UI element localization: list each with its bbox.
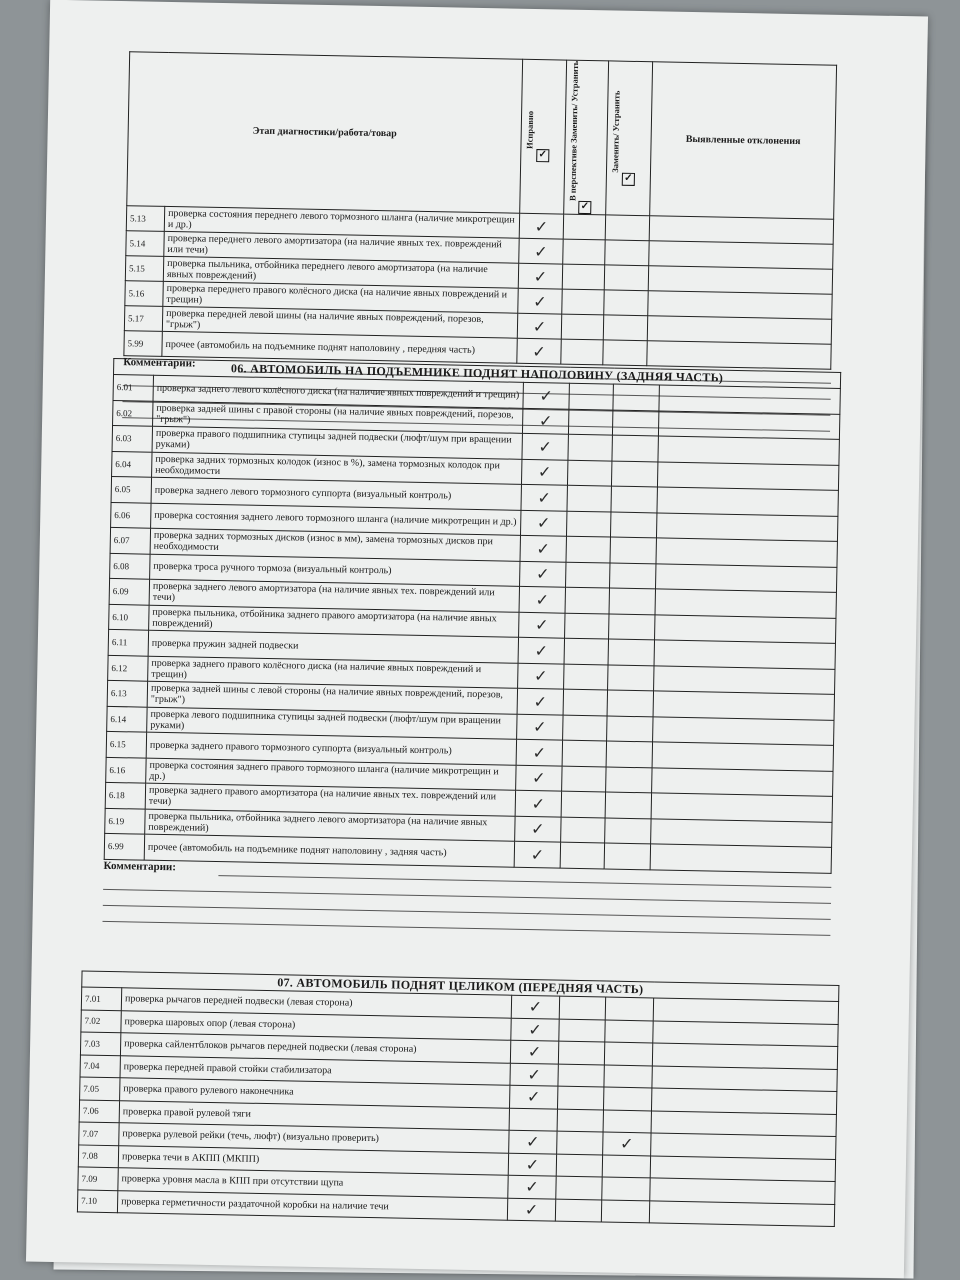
replace-cell — [604, 265, 648, 291]
section5-table — [123, 51, 837, 370]
ok-check-cell: ✓ — [515, 790, 561, 816]
replace-cell — [602, 1155, 650, 1178]
row-number: 6.16 — [106, 757, 146, 783]
ok-check-cell: ✓ — [518, 288, 562, 314]
row-description: проверка троса ручного тормоза (визуальный контроль) — [150, 554, 520, 587]
row-number: 6.14 — [107, 706, 147, 732]
replace-cell — [605, 215, 649, 241]
replace-cell — [603, 1110, 651, 1133]
replace-cell — [603, 340, 647, 366]
row-description: проверка правого рулевого наконечника — [120, 1078, 510, 1108]
deviation-cell — [648, 291, 832, 320]
ok-check-cell: ✓ — [516, 739, 562, 765]
ok-check-cell: ✓ — [508, 1153, 556, 1176]
future-cell — [565, 587, 609, 613]
future-cell — [563, 689, 607, 715]
row-description: проверка шаровых опор (левая сторона) — [121, 1010, 511, 1040]
row-description: проверка состояния заднего правого тормозного шланга (наличие микротрещин и др.) — [146, 758, 516, 791]
replace-cell — [610, 537, 656, 563]
future-cell — [567, 485, 611, 511]
deviation-cell — [653, 691, 834, 720]
row-number: 6.13 — [107, 680, 147, 706]
row-number: 7.06 — [79, 1099, 119, 1122]
row-number: 6.18 — [105, 782, 145, 808]
check-icon: ✓ — [622, 173, 635, 186]
ok-check-cell: ✓ — [517, 338, 561, 364]
replace-cell — [611, 486, 657, 512]
replace-cell — [612, 410, 658, 436]
row-description: проверка пыльника, отбойника заднего левого амортизатора (на наличие явных повреждений) — [145, 809, 515, 842]
future-cell — [566, 536, 610, 562]
row-description: проверка заднего правого колёсного диска (на наличие явных повреждений и трещин) — [148, 656, 518, 689]
deviation-cell — [653, 716, 834, 745]
deviation-cell — [647, 316, 831, 345]
replace-cell — [604, 290, 648, 316]
deviation-cell — [655, 589, 836, 618]
future-cell — [559, 996, 605, 1019]
row-description: проверка задней шины с левой стороны (на наличие явных повреждений, порезов, "грыж") — [147, 681, 517, 714]
row-number: 6.03 — [112, 425, 152, 451]
ok-check-cell: ✓ — [517, 688, 563, 714]
replace-cell — [608, 639, 654, 665]
ok-check-cell: ✓ — [519, 213, 563, 239]
deviation-cell — [659, 385, 840, 414]
row-description: проверка передней правой стойки стабилизатора — [120, 1055, 510, 1085]
row-description: проверка заднего правого тормозного суппорта (визуальный контроль) — [146, 732, 516, 765]
ok-check-cell: ✓ — [515, 816, 561, 842]
future-cell — [557, 1109, 603, 1132]
ok-check-cell: ✓ — [521, 459, 567, 485]
ok-check-cell: ✓ — [519, 238, 563, 264]
replace-cell — [603, 1087, 651, 1110]
future-cell — [561, 791, 605, 817]
row-description: проверка правой рулевой тяги — [119, 1100, 509, 1130]
deviation-cell — [654, 665, 835, 694]
row-number: 5.16 — [125, 281, 163, 307]
comments-label: Комментарии: — [123, 356, 196, 370]
future-cell — [564, 664, 608, 690]
row-description: проверка задних тормозных колодок (износ в %), замена тормозных колодок при необходимости — [152, 452, 522, 485]
section7-block — [27, 970, 909, 1229]
row-number: 5.15 — [125, 256, 163, 282]
future-column-header: В перспективе Заменить/ Устранить ✓ — [564, 60, 609, 215]
future-cell — [564, 638, 608, 664]
row-description: прочее (автомобиль на подъемнике поднят наполовину , передняя часть) — [162, 332, 517, 364]
row-number: 6.10 — [109, 604, 149, 630]
replace-cell — [605, 1020, 653, 1043]
ok-check-cell: ✓ — [518, 637, 564, 663]
row-description: проверка течи в АКПП (МКПП) — [118, 1145, 508, 1175]
replace-cell — [605, 997, 653, 1020]
future-cell — [562, 766, 606, 792]
ok-check-cell: ✓ — [508, 1175, 556, 1198]
deviation-cell — [655, 563, 836, 592]
future-cell — [561, 314, 603, 340]
section7-table — [77, 970, 840, 1227]
deviation-cell — [649, 1200, 834, 1226]
ok-check-cell: ✓ — [509, 1130, 557, 1153]
replace-cell — [605, 240, 649, 266]
row-number: 6.99 — [104, 833, 144, 859]
row-number: 7.08 — [78, 1144, 118, 1167]
row-number: 6.19 — [105, 808, 145, 834]
row-number: 7.10 — [77, 1189, 117, 1212]
section7-title: 07. АВТОМОБИЛЬ ПОДНЯТ ЦЕЛИКОМ (ПЕРЕДНЯЯ ЧАСТЬ) — [82, 971, 839, 1002]
replace-cell — [605, 792, 651, 818]
replace-cell — [607, 716, 653, 742]
inspection-sheet — [26, 0, 928, 1278]
row-description: проверка пыльника, отбойника заднего правого амортизатора (на наличие явных повреждений) — [149, 605, 519, 638]
ok-check-cell: ✓ — [517, 714, 563, 740]
section6-table — [104, 358, 841, 873]
deviation-cell — [647, 341, 831, 370]
replace-cell — [610, 563, 656, 589]
future-cell — [560, 842, 604, 868]
ok-check-cell: ✓ — [514, 841, 560, 867]
row-number: 6.15 — [106, 731, 146, 757]
future-cell — [562, 264, 604, 290]
row-number: 7.01 — [81, 987, 121, 1010]
row-description: проверка правого подшипника ступицы задней подвески (люфт/шум при вращении руками) — [152, 426, 522, 459]
row-number: 6.12 — [108, 655, 148, 681]
row-description: проверка переднего левого амортизатора (на наличие явных тех. повреждений или течи) — [164, 232, 519, 264]
row-description: проверка заднего левого амортизатора (на наличие явных тех. повреждений или течи) — [149, 579, 519, 612]
row-number: 6.02 — [113, 400, 153, 426]
row-description: проверка заднего левого колёсного диска (на наличие явных повреждений и трещин) — [153, 375, 523, 408]
future-cell — [562, 289, 604, 315]
section6-block — [33, 357, 922, 937]
row-description: проверка задней шины с правой стороны (на наличие явных повреждений, порезов, "грыж") — [153, 401, 523, 434]
row-number: 7.03 — [80, 1032, 120, 1055]
row-description: проверка левого подшипника ступицы задней подвески (люфт/шум при вращении руками) — [147, 707, 517, 740]
future-cell — [558, 1064, 604, 1087]
future-cell — [561, 817, 605, 843]
check-icon: ✓ — [536, 149, 549, 162]
row-number: 5.14 — [126, 231, 164, 257]
comments-label: Комментарии: — [103, 859, 177, 873]
deviation-cell — [658, 436, 839, 465]
future-cell — [559, 1019, 605, 1042]
deviation-cell — [649, 216, 833, 245]
ok-check-cell: ✓ — [511, 995, 559, 1018]
future-cell — [566, 511, 610, 537]
row-description: проверка состояния заднего левого тормозного шланга (наличие микротрещин и др.) — [151, 503, 521, 536]
row-description: проверка заднего правого амортизатора (на наличие явных тех. повреждений или течи) — [145, 783, 515, 816]
deviation-cell — [651, 818, 832, 847]
ok-check-cell: ✓ — [520, 561, 566, 587]
row-number: 6.08 — [110, 553, 150, 579]
deviation-cell — [651, 793, 832, 822]
ok-check-cell: ✓ — [510, 1063, 558, 1086]
ok-check-cell: ✓ — [520, 510, 566, 536]
future-cell — [568, 434, 612, 460]
check-icon: ✓ — [578, 201, 591, 214]
section6-title: 06. АВТОМОБИЛЬ НА ПОДЪЕМНИКЕ ПОДНЯТ НАПОЛОВИНУ (ЗАДНЯЯ ЧАСТЬ) — [114, 358, 841, 388]
row-number: 7.09 — [78, 1167, 118, 1190]
row-number: 6.09 — [109, 578, 149, 604]
ok-check-cell: ✓ — [523, 382, 569, 408]
row-description: прочее (автомобиль на подъемнике поднят наполовину , задняя часть) — [144, 834, 514, 867]
future-cell — [569, 383, 613, 409]
ok-check-cell: ✓ — [519, 586, 565, 612]
replace-cell — [609, 614, 655, 640]
row-description: проверка передней левой шины (на наличие явных повреждений, порезов, "грыж") — [162, 307, 517, 339]
deviation-cell — [658, 410, 839, 439]
ok-check-cell: ✓ — [510, 1040, 558, 1063]
row-number: 5.17 — [124, 306, 162, 332]
row-number: 7.02 — [81, 1009, 121, 1032]
row-description: проверка герметичности раздаточной коробки на наличие течи — [117, 1190, 507, 1220]
row-description: проверка рулевой рейки (течь, люфт) (визуально проверить) — [119, 1123, 509, 1153]
replace-cell — [607, 690, 653, 716]
deviation-cell — [657, 461, 838, 490]
future-cell — [565, 613, 609, 639]
future-cell — [563, 715, 607, 741]
future-cell — [557, 1086, 603, 1109]
replace-cell — [610, 512, 656, 538]
row-description: проверка пружин задней подвески — [148, 630, 518, 663]
row-number: 6.04 — [112, 451, 152, 477]
future-cell — [568, 409, 612, 435]
row-description: проверка уровня масла в КПП при отсутствии щупа — [118, 1168, 508, 1198]
future-cell — [563, 214, 605, 240]
row-number: 6.01 — [113, 374, 153, 400]
ok-check-cell: ✓ — [518, 263, 562, 289]
deviation-cell — [649, 241, 833, 270]
deviation-cell — [654, 640, 835, 669]
deviation-cell — [656, 538, 837, 567]
ok-check-cell: ✓ — [517, 313, 561, 339]
row-description: проверка переднего правого колёсного диска (на наличие явных повреждений и трещин) — [163, 282, 518, 314]
row-number: 5.13 — [126, 206, 164, 232]
replace-cell — [602, 1177, 650, 1200]
replace-cell — [604, 1042, 652, 1065]
ok-check-cell: ✓ — [522, 433, 568, 459]
ok-check-cell: ✓ — [511, 1018, 559, 1041]
future-cell — [567, 460, 611, 486]
replace-cell — [609, 588, 655, 614]
table-header — [127, 52, 837, 220]
replace-cell — [611, 461, 657, 487]
ok-check-cell: ✓ — [507, 1198, 555, 1221]
ok-check-cell: ✓ — [510, 1085, 558, 1108]
ok-column-header: Исправно ✓ — [520, 59, 567, 214]
replace-cell — [605, 817, 651, 843]
row-description: проверка задних тормозных дисков (износ в мм), замена тормозных дисков при необходимости — [150, 528, 520, 561]
row-description: проверка заднего левого тормозного суппорта (визуальный контроль) — [151, 477, 521, 510]
deviation-cell — [650, 844, 831, 873]
row-number: 5.99 — [124, 331, 162, 357]
row-number: 6.05 — [111, 476, 151, 502]
future-cell — [562, 740, 606, 766]
row-description: проверка состояния переднего левого тормозного шланга (наличие микротрещин и др.) — [164, 207, 519, 239]
replace-cell — [603, 315, 647, 341]
row-number: 7.05 — [80, 1077, 120, 1100]
future-cell — [555, 1199, 601, 1222]
deviation-cell — [657, 487, 838, 516]
replace-cell — [606, 741, 652, 767]
future-cell — [561, 339, 603, 365]
row-description: проверка сайлентблоков рычагов передней подвески (левая сторона) — [120, 1033, 510, 1063]
future-cell — [556, 1154, 602, 1177]
replace-cell: ✓ — [603, 1132, 651, 1155]
row-description: проверка пыльника, отбойника переднего левого амортизатора (на наличие явных повреждений) — [163, 257, 518, 289]
ok-check-cell: ✓ — [518, 663, 564, 689]
future-cell — [566, 562, 610, 588]
replace-cell — [606, 767, 652, 793]
deviation-cell — [655, 614, 836, 643]
deviations-header: Выявленные отклонения — [650, 62, 837, 220]
ok-check-cell: ✓ — [521, 484, 567, 510]
row-number: 7.04 — [80, 1054, 120, 1077]
ok-check-cell: ✓ — [520, 535, 566, 561]
replace-cell — [604, 1065, 652, 1088]
row-number: 6.07 — [110, 527, 150, 553]
row-number: 6.11 — [108, 629, 148, 655]
ok-check-cell: ✓ — [516, 765, 562, 791]
deviation-cell — [648, 266, 832, 295]
replace-cell — [608, 665, 654, 691]
replace-cell — [613, 384, 659, 410]
future-cell — [556, 1176, 602, 1199]
deviation-cell — [652, 767, 833, 796]
row-number: 6.06 — [111, 502, 151, 528]
stage-header: Этап диагностики/работа/товар — [127, 52, 523, 214]
future-cell — [557, 1131, 603, 1154]
ok-check-cell — [509, 1108, 557, 1131]
deviation-cell — [656, 512, 837, 541]
replace-cell — [604, 843, 650, 869]
deviation-cell — [652, 742, 833, 771]
future-cell — [563, 239, 605, 265]
row-description: проверка рычагов передней подвески (левая сторона) — [121, 988, 511, 1018]
ok-check-cell: ✓ — [519, 612, 565, 638]
row-number: 7.07 — [79, 1122, 119, 1145]
replace-column-header: Заменить/ Устранить ✓ — [606, 61, 653, 216]
replace-cell — [612, 435, 658, 461]
future-cell — [558, 1041, 604, 1064]
ok-check-cell: ✓ — [522, 408, 568, 434]
replace-cell — [601, 1199, 649, 1222]
